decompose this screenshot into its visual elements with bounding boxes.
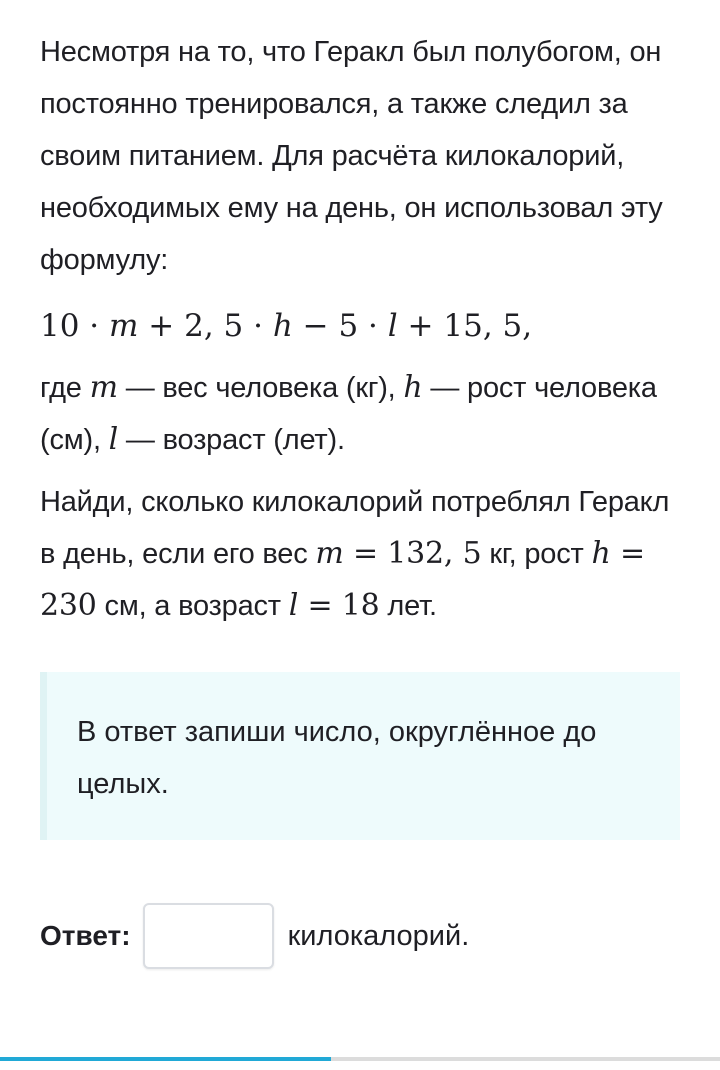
answer-label: Ответ: [40,920,131,951]
formula-part: + 2, 5 · [138,308,273,344]
value-l: = 18 [298,588,380,623]
formula-var-m: m [109,308,139,344]
problem-statement [40,26,690,632]
definition-text: — рост человека (см), [40,372,657,456]
variable-definitions [40,362,690,466]
question-part: кг, рост [481,538,592,570]
var-m: m [315,536,344,571]
answer-row [40,903,469,969]
formula-var-h: h [272,308,293,344]
value-h: = 230 [40,536,645,623]
value-m: = 132, 5 [343,536,482,571]
var-h: h [403,370,423,405]
definition-text: где [40,372,90,404]
var-l: l [108,422,119,457]
hint-text: В ответ запиши число, округлённое до целых. [77,716,597,800]
answer-input[interactable] [143,903,274,969]
var-l: l [288,588,299,623]
hint-box [40,672,680,840]
var-m: m [89,370,118,405]
question-text [40,476,690,632]
var-h: h [591,536,611,571]
question-part: лет. [379,590,437,622]
formula-var-l: l [387,308,398,344]
calorie-formula [40,300,690,352]
problem-intro: Несмотря на то, что Геракл был полубогом, он постоянно тренировался, а также следил за своим питанием. Для расчёта килокалорий, необходимых ему на день, он использовал эту формулу: [40,36,663,276]
formula-part: + 15, 5, [397,308,533,344]
definition-text: — возраст (лет). [118,424,345,456]
question-part: Найди, сколько килокалорий потреблял Геракл в день, если его вес [40,486,670,570]
progress-bar-fill [0,1057,331,1061]
answer-unit: килокалорий. [287,919,470,952]
formula-part: − 5 · [292,308,388,344]
formula-part: 10 · [40,308,110,344]
question-part: см, а возраст [96,590,289,622]
definition-text: — вес человека (кг), [117,372,404,404]
progress-bar [0,1057,720,1061]
